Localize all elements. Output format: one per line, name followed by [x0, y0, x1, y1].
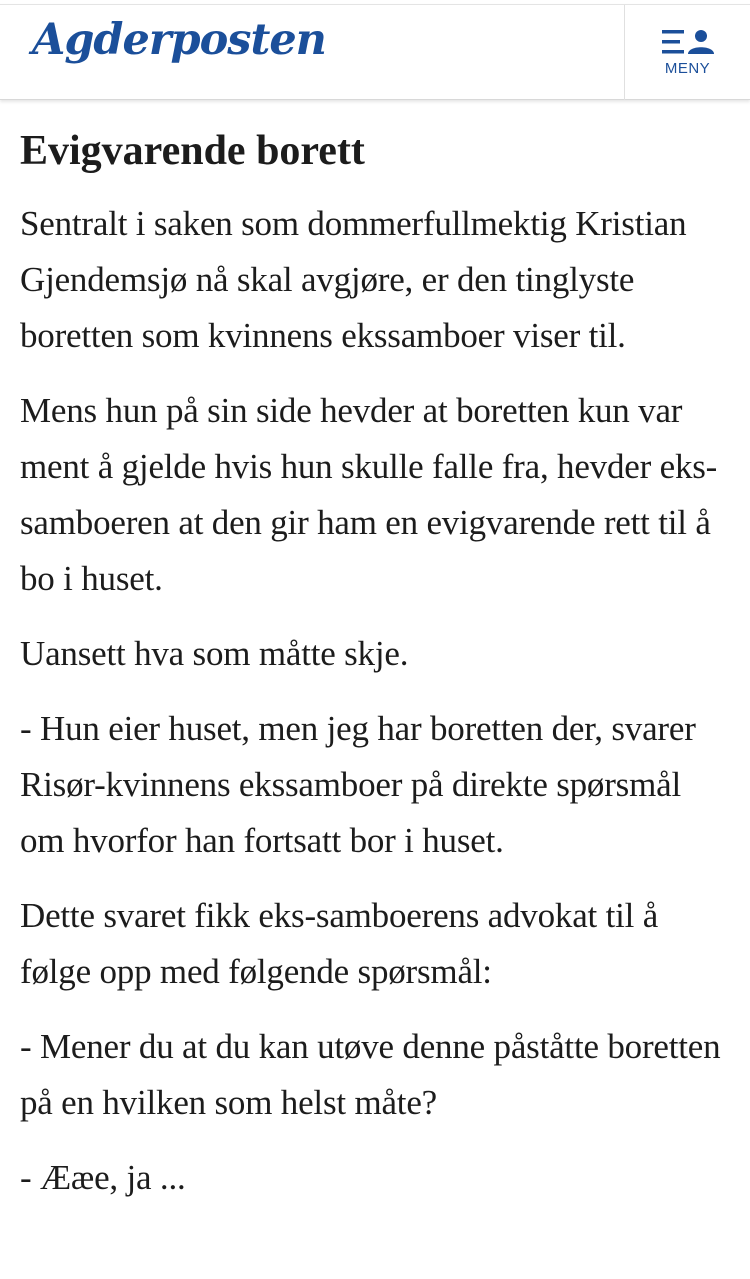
- site-header: [0, 4, 750, 100]
- article-paragraph: - Ææe, ja ...: [20, 1158, 186, 1197]
- menu-label: MENY: [664, 60, 711, 77]
- article-body: [20, 120, 730, 1225]
- article-paragraph: - Hun eier huset, men jeg har boretten der, svarer Risør-kvinnens ekssamboer på direkte spørsmål om hvorfor han fortsatt bor i huset.: [20, 709, 696, 860]
- article-subheading: Evigvarende borett: [20, 128, 365, 174]
- article-paragraph: - Mener du at du kan utøve denne påståtte boretten på en hvilken som helst måte?: [20, 1027, 721, 1122]
- article-paragraph: Sentralt i saken som dommerfullmektig Kristian Gjendemsjø nå skal avgjøre, er den tinglyste boretten som kvinnens ekssamboer viser til.: [20, 204, 687, 355]
- article-paragraph: Mens hun på sin side hevder at boretten kun var ment å gjelde hvis hun skulle falle fra, hevder eks-samboeren at den gir ham en evigvarende rett til å bo i huset.: [20, 391, 718, 598]
- menu-button[interactable]: [624, 5, 750, 100]
- article-paragraph: Uansett hva som måtte skje.: [20, 634, 409, 673]
- article-paragraph: Dette svaret fikk eks-samboerens advokat til å følge opp med følgende spørsmål:: [20, 896, 659, 991]
- site-logo[interactable]: Agderposten: [32, 15, 326, 65]
- menu-user-icon: [660, 28, 716, 56]
